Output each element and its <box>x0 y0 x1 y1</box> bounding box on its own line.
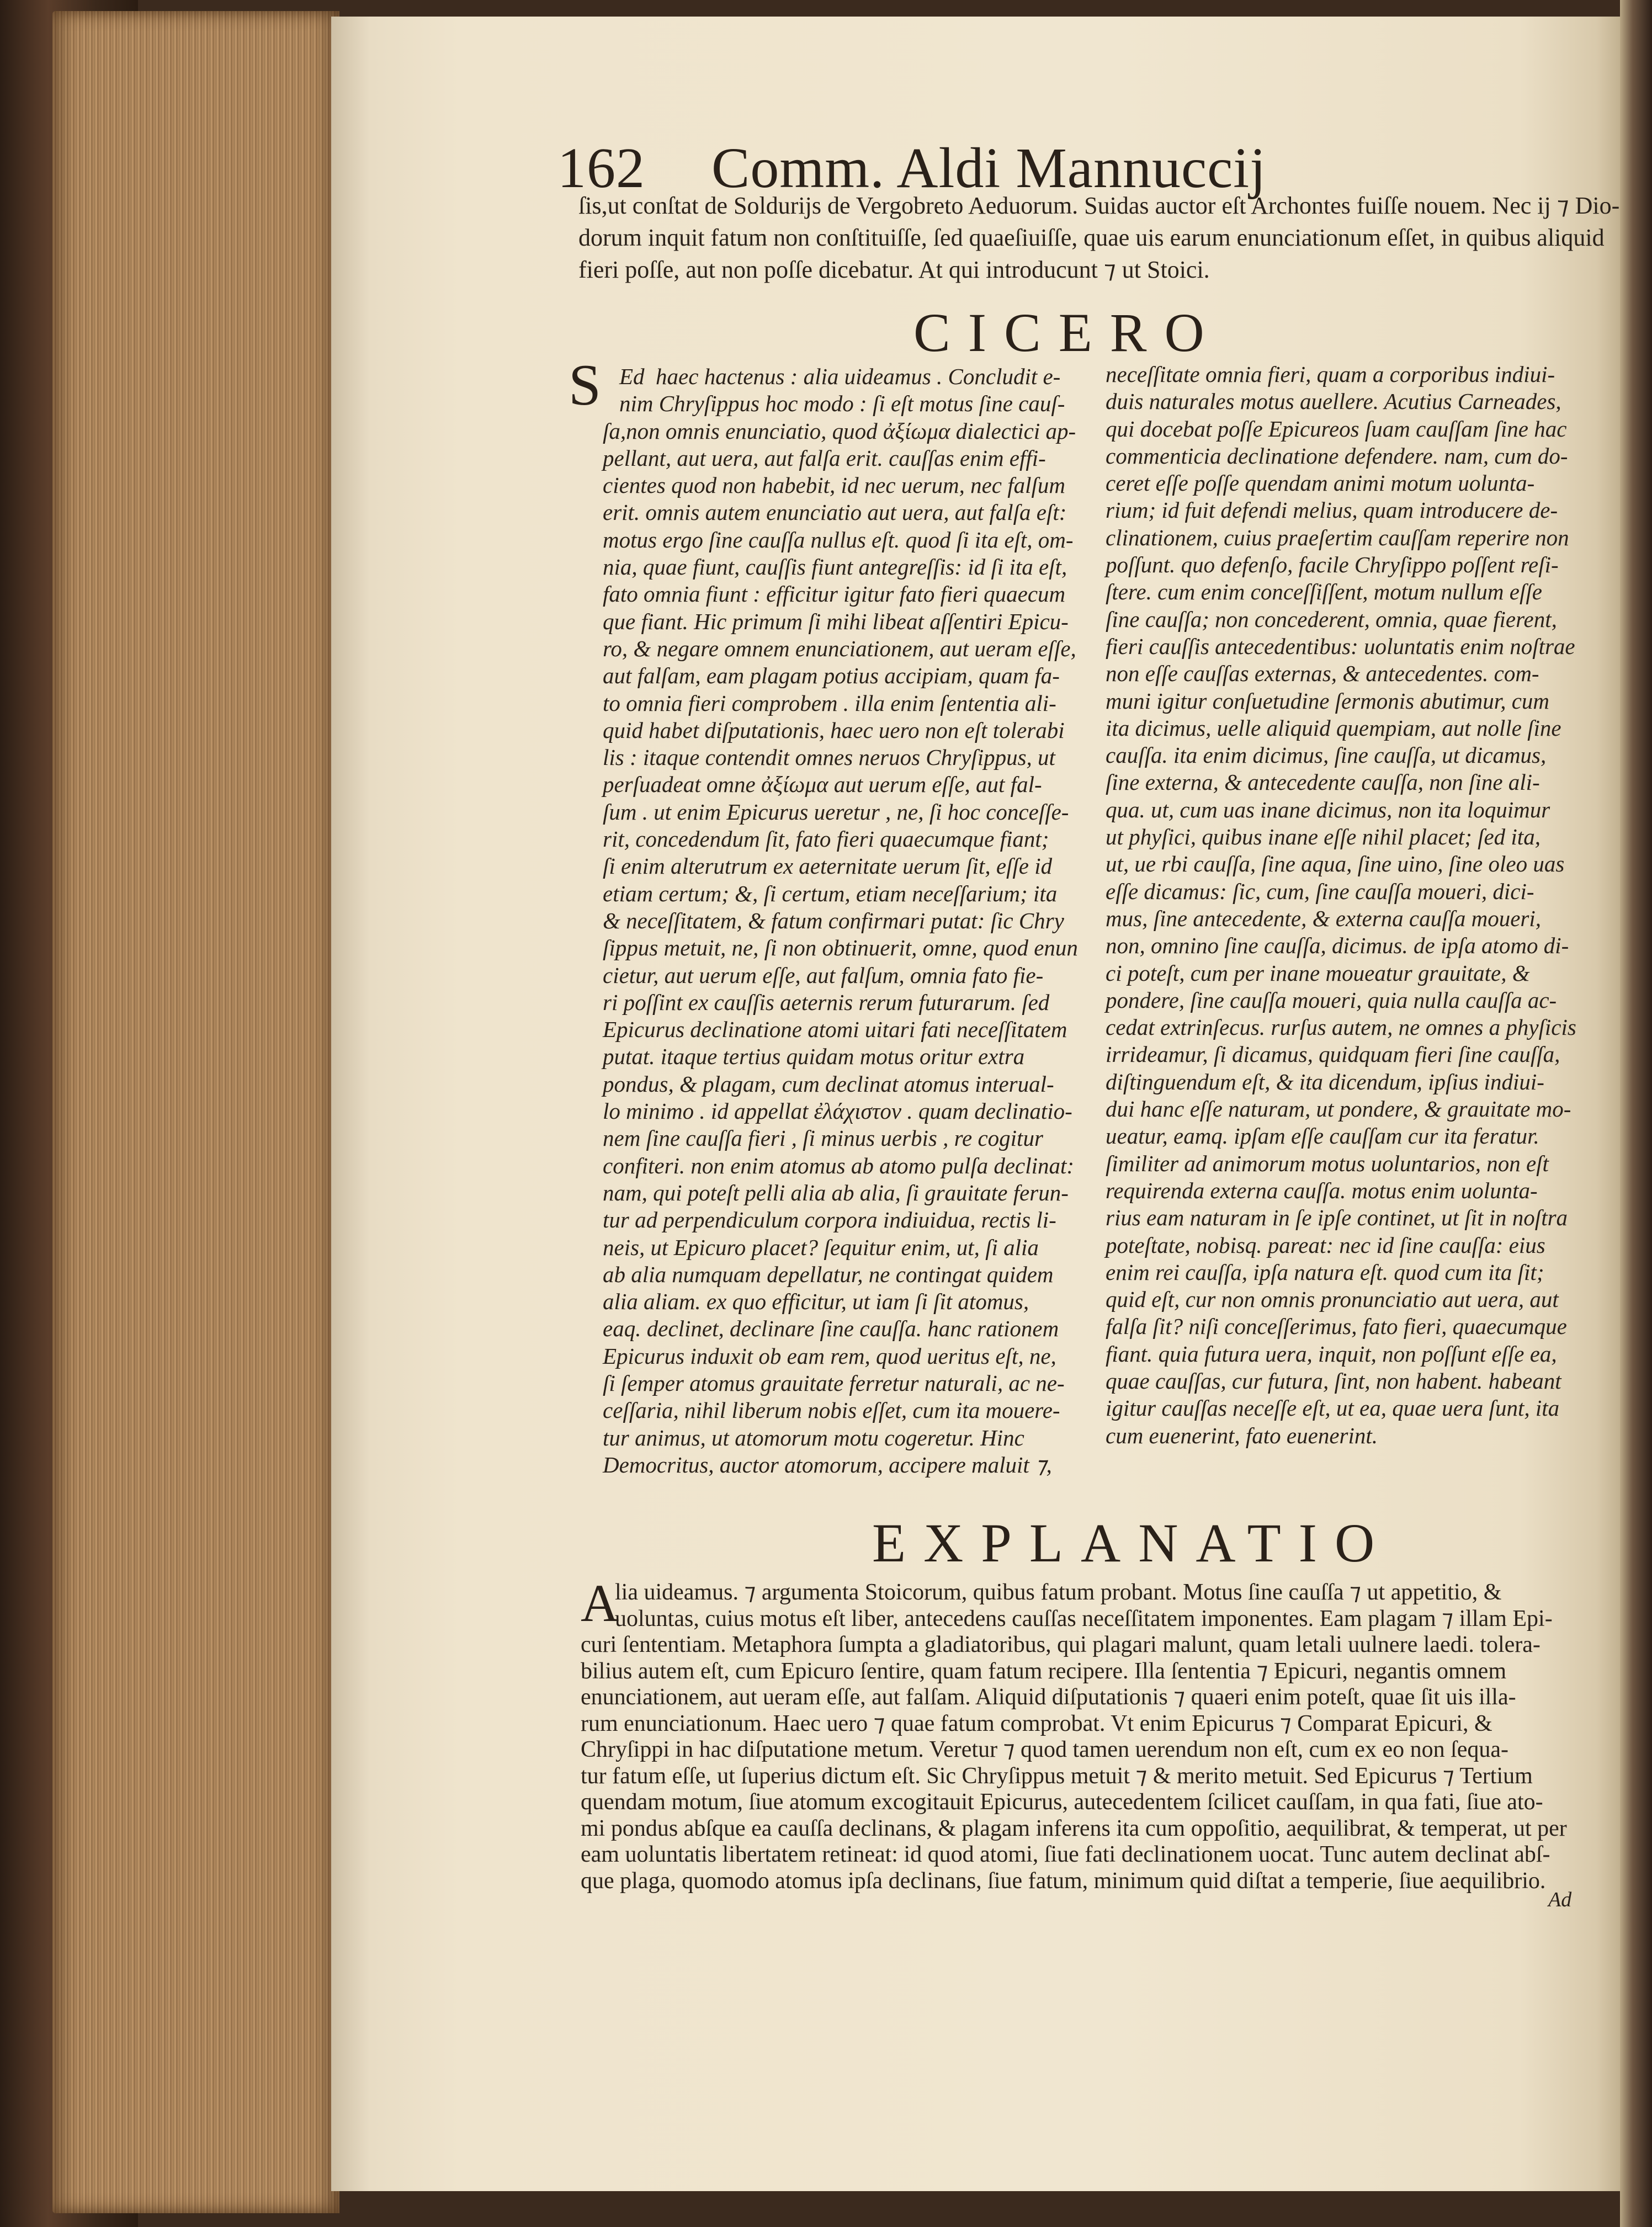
cicero-left-line: putat. itaque tertius quidam motus oritur extra <box>603 1044 1025 1070</box>
cicero-right-line: clinationem, cuius praeſertim cauſſam reperire non <box>1106 524 1569 550</box>
cicero-right-line: irrideamur, ſi dicamus, quidquam fieri ſine cauſſa, <box>1106 1041 1560 1067</box>
explanatio-line: mi pondus abſque ea cauſſa declinans, & plagam inferens ita cum oppoſitio, aequilibrat, & temperat, ut per <box>581 1815 1567 1841</box>
cicero-right-line: eſſe dicamus: ſic, cum, ſine cauſſa moueri, dici- <box>1106 878 1534 904</box>
cicero-right-line: qua. ut, cum uas inane dicimus, non ita loquimur <box>1106 796 1550 822</box>
cicero-left-line: neis, ut Epicuro placet? ſequitur enim, ut, ſi alia <box>603 1234 1039 1260</box>
explanatio-line: enunciationem, aut ueram eſſe, aut falſam. Aliquid diſputationis ⁊ quaeri enim poteſt, quae ſit uis illa- <box>581 1684 1516 1710</box>
explanatio-line: lia uideamus. ⁊ argumenta Stoicorum, quibus fatum probant. Motus ſine cauſſa ⁊ ut appetitio, & <box>615 1580 1502 1605</box>
cicero-right-line: duis naturales motus auellere. Acutius Carneades, <box>1106 389 1561 414</box>
cicero-right-line: ceret eſſe poſſe quendam animi motum uolunta- <box>1106 470 1535 496</box>
cicero-right-line: qui docebat poſſe Epicureos ſuam cauſſam ſine hac <box>1106 416 1567 442</box>
cicero-right-line: muni igitur conſuetudine ſermonis abutimur, cum <box>1106 688 1550 714</box>
cicero-left-line: ſum . ut enim Epicurus ueretur , ne, ſi hoc conceſſe- <box>603 799 1069 825</box>
page-number: 162 <box>557 136 645 200</box>
cicero-right-line: fiant. quia futura uera, inquit, non poſſunt eſſe ea, <box>1106 1341 1557 1367</box>
cicero-left-line: ſippus metuit, ne, ſi non obtinuerit, omne, quod enun <box>603 935 1078 961</box>
cicero-left-line: ſa,non omnis enunciatio, quod ἀξίωμα dialectici ap- <box>603 418 1076 444</box>
explanatio-line: que plaga, quomodo atomus ipſa declinans, ſiue fatum, minimum quid diſtat a temperie, ſiue aequilibrio. <box>581 1868 1546 1894</box>
cicero-left-line: Ed haec hactenus : alia uideamus . Concludit e- <box>619 364 1061 389</box>
cicero-left-line: ſi enim alterutrum ex aeternitate uerum ſit, eſſe id <box>603 853 1053 879</box>
explanatio-line: bilius autem eſt, cum Epicuro ſentire, quam fatum recipere. Illa ſententia ⁊ Epicuri, negantis omnem <box>581 1658 1506 1684</box>
cicero-left-line: lis : itaque contendit omnes neruos Chryſippus, ut <box>603 745 1055 770</box>
cicero-left-line: motus ergo ſine cauſſa nullus eſt. quod ſi ita eſt, om- <box>603 527 1074 552</box>
explanatio-heading: EXPLANATIO <box>872 1512 1393 1574</box>
cicero-heading: CICERO <box>913 302 1222 363</box>
cicero-left-column <box>603 363 1078 1479</box>
cicero-right-line: ut phyſici, quibus inane eſſe nihil placet; ſed ita, <box>1106 824 1541 850</box>
explanatio-line: Chryſippi in hac diſputatione metum. Veretur ⁊ quod tamen uerendum non eſt, cum ex eo non ſequa- <box>581 1737 1509 1762</box>
cicero-right-line: pondere, ſine cauſſa moueri, quia nulla cauſſa ac- <box>1106 987 1557 1013</box>
cicero-right-line: cedat extrinſecus. rurſus autem, ne omnes a phyſicis <box>1106 1014 1576 1040</box>
cicero-right-line: falſa ſit? niſi conceſſerimus, fato fieri, quaecumque <box>1106 1314 1567 1340</box>
cicero-right-line: ſine cauſſa; non concederent, omnia, quae fierent, <box>1106 606 1557 632</box>
cicero-left-line: pondus, & plagam, cum declinat atomus interual- <box>603 1071 1054 1097</box>
cicero-left-line: tur ad perpendiculum corpora indiuidua, rectis li- <box>603 1207 1056 1233</box>
cicero-right-line: igitur cauſſas neceſſe eſt, ut ea, quae uera ſunt, ita <box>1106 1395 1560 1421</box>
cicero-right-line: dui hanc eſſe naturam, ut pondere, & grauitate mo- <box>1106 1096 1571 1122</box>
intro-line: fieri poſſe, aut non poſſe dicebatur. At qui introducunt ⁊ ut Stoici. <box>578 256 1210 283</box>
cicero-left-line: ro, & negare omnem enunciationem, aut ueram eſſe, <box>603 635 1076 661</box>
cicero-left-line: nam, qui poteſt pelli alia ab alia, ſi grauitate ferun- <box>603 1179 1069 1205</box>
cicero-right-line: ſtere. cum enim conceſſiſſent, motum nullum eſſe <box>1106 579 1542 605</box>
cicero-right-line: requirenda externa cauſſa. motus enim uolunta- <box>1106 1177 1538 1203</box>
cicero-left-line: aut falſam, eam plagam potius accipiam, quam fa- <box>603 663 1060 689</box>
explanatio-line: eam uoluntatis libertatem retineat: id quod atomi, ſiue fati declinationem uocat. Tunc autem declinat abſ- <box>581 1842 1550 1867</box>
explanatio-body <box>581 1574 1567 1894</box>
cicero-left-line: & neceſſitatem, & fatum confirmari putat: ſic Chry <box>603 907 1064 933</box>
cicero-left-line: nia, quae fiunt, cauſſis fiunt antegreſſis: id ſi ita eſt, <box>603 554 1067 580</box>
cicero-left-line: confiteri. non enim atomus ab atomo pulſa declinat: <box>603 1152 1075 1178</box>
cicero-left-line: rit, concedendum ſit, fato fieri quaecumque fiant; <box>603 826 1049 852</box>
cicero-right-line: non eſſe cauſſas externas, & antecedentes. com- <box>1106 661 1539 687</box>
cicero-right-line: commenticia declinatione defendere. nam, cum do- <box>1106 443 1568 469</box>
cicero-right-line: ita dicimus, uelle aliquid quempiam, aut nolle ſine <box>1106 715 1561 741</box>
gutter-shadow <box>1620 0 1652 2227</box>
cicero-left-line: ri poſſint ex cauſſis aeternis rerum futurarum. ſed <box>603 989 1050 1015</box>
intro-line: ſis,ut conſtat de Soldurijs de Vergobreto Aeduorum. Suidas auctor eſt Archontes fuiſſe nouem. Nec ij ⁊ Dio- <box>578 192 1620 219</box>
cicero-left-line: ceſſaria, nihil liberum nobis eſſet, cum ita mouere- <box>603 1397 1060 1423</box>
cicero-right-line: diſtinguendum eſt, & ita dicendum, ipſius indiui- <box>1106 1069 1544 1094</box>
cicero-left-line: fato omnia fiunt : efficitur igitur fato fieri quaecum <box>603 581 1066 607</box>
cicero-right-line: neceſſitate omnia fieri, quam a corporibus indiui- <box>1106 362 1555 387</box>
cicero-left-line: perſuadeat omne ἀξίωμα aut uerum eſſe, aut fal- <box>603 772 1042 798</box>
cicero-right-line: poteſtate, nobisq. pareat: nec id ſine cauſſa: eius <box>1106 1232 1545 1258</box>
explanatio-line: rum enunciationum. Haec uero ⁊ quae fatum comprobat. Vt enim Epicurus ⁊ Comparat Epicuri, & <box>581 1710 1492 1736</box>
cicero-right-line: poſſunt. quo defenſo, facile Chryſippo poſſent reſi- <box>1106 552 1559 578</box>
cicero-right-line: ci poteſt, cum per inane moueatur grauitate, & <box>1106 960 1530 986</box>
cicero-left-line: Democritus, auctor atomorum, accipere maluit ⁊, <box>603 1452 1052 1477</box>
page-edges-block <box>52 11 339 2213</box>
cicero-left-line: nem ſine cauſſa fieri , ſi minus uerbis , re cogitur <box>603 1125 1043 1151</box>
cicero-right-line: ut, ue rbi cauſſa, ſine aqua, ſine uino, ſine oleo uas <box>1106 851 1565 877</box>
cicero-left-line: Epicurus induxit ob eam rem, quod ueritus eſt, ne, <box>603 1343 1056 1369</box>
explanatio-line: quendam motum, ſiue atomum excogitauit Epicurus, autecedentem ſcilicet cauſſam, in qua fati, ſiue ato- <box>581 1789 1543 1815</box>
cicero-left-line: pellant, aut uera, aut falſa erit. cauſſas enim effi- <box>603 445 1046 471</box>
cicero-left-line: to omnia fieri comprobem . illa enim ſententia ali- <box>603 690 1056 716</box>
cicero-right-line: ſimiliter ad animorum motus uoluntarios, non eſt <box>1106 1150 1549 1176</box>
cicero-left-line: alia aliam. ex quo efficitur, ut iam ſi ſit atomus, <box>603 1289 1029 1315</box>
cicero-right-column <box>1106 361 1576 1449</box>
cicero-left-line: cietur, aut uerum eſſe, aut falſum, omnia fato fie- <box>603 962 1044 988</box>
cicero-right-line: cum euenerint, fato euenerint. <box>1106 1422 1378 1448</box>
explanatio-line: uoluntas, cuius motus eſt liber, antecedens cauſſas neceſſitatem imponentes. Eam plagam ⁊ illam Epi- <box>615 1606 1553 1631</box>
explanatio-line: curi ſententiam. Metaphora ſumpta a gladiatoribus, qui plagari malunt, quam letali uulnere laedi. tolera- <box>581 1632 1541 1657</box>
cicero-right-line: rium; id fuit defendi melius, quam introducere de- <box>1106 497 1558 523</box>
catchword: Ad <box>1548 1888 1572 1911</box>
cicero-left-line: ſi ſemper atomus grauitate ferretur naturali, ac ne- <box>603 1370 1065 1396</box>
explanatio-line: tur fatum eſſe, ut ſuperius dictum eſt. Sic Chryſippus metuit ⁊ & merito metuit. Sed Epicurus ⁊ Tertium <box>581 1763 1533 1789</box>
drop-cap-a: A <box>581 1574 619 1633</box>
running-title: Comm. Aldi Mannuccij <box>711 136 1267 200</box>
cicero-left-line: ab alia numquam depellatur, ne contingat quidem <box>603 1261 1054 1287</box>
cicero-right-line: quid eſt, cur non omnis pronunciatio aut uera, aut <box>1106 1287 1559 1312</box>
cicero-left-line: que fiant. Hic primum ſi mihi libeat aſſentiri Epicu- <box>603 608 1069 634</box>
drop-cap-s: S <box>569 353 601 417</box>
cicero-right-line: rius eam naturam in ſe ipſe continet, ut ſit in noſtra <box>1106 1205 1568 1231</box>
cicero-left-line: tur animus, ut atomorum motu cogeretur. Hinc <box>603 1425 1024 1450</box>
cicero-left-line: lo minimo . id appellat ἐλάχιστον . quam declinatio- <box>603 1098 1072 1124</box>
cicero-right-line: quae cauſſas, cur futura, ſint, non habent. habeant <box>1106 1368 1561 1394</box>
cicero-right-line: fieri cauſſis antecedentibus: uoluntatis enim noſtrae <box>1106 633 1575 659</box>
cicero-left-line: eaq. declinet, declinare ſine cauſſa. hanc rationem <box>603 1316 1059 1342</box>
cicero-left-line: quid habet diſputationis, haec uero non eſt tolerabi <box>603 717 1065 743</box>
cicero-right-line: ueatur, eamq. ipſam eſſe cauſſam cur ita feratur. <box>1106 1123 1539 1149</box>
cicero-left-line: cientes quod non habebit, id nec uerum, nec falſum <box>603 472 1066 498</box>
intro-line: dorum inquit fatum non conſtituiſſe, ſed quaeſiuiſſe, quae uis earum enunciationum eſſet, in quibus aliquid <box>578 224 1605 251</box>
cicero-right-line: mus, ſine antecedente, & externa cauſſa moueri, <box>1106 905 1542 931</box>
cicero-right-line: enim rei cauſſa, ipſa natura eſt. quod cum ita ſit; <box>1106 1259 1544 1285</box>
cicero-right-line: non, omnino ſine cauſſa, dicimus. de ipſa atomo di- <box>1106 933 1569 959</box>
cicero-right-line: cauſſa. ita enim dicimus, ſine cauſſa, ut dicamus, <box>1106 742 1547 768</box>
cicero-left-line: Epicurus declinatione atomi uitari fati neceſſitatem <box>603 1017 1067 1043</box>
cicero-left-line: erit. omnis autem enunciatio aut uera, aut falſa eſt: <box>603 499 1067 525</box>
cicero-right-line: ſine externa, & antecedente cauſſa, non ſine ali- <box>1106 769 1540 795</box>
cicero-left-line: etiam certum; &, ſi certum, etiam neceſſarium; ita <box>603 880 1058 906</box>
cicero-left-line: nim Chryſippus hoc modo : ſi eſt motus ſine cauſ- <box>619 391 1065 417</box>
